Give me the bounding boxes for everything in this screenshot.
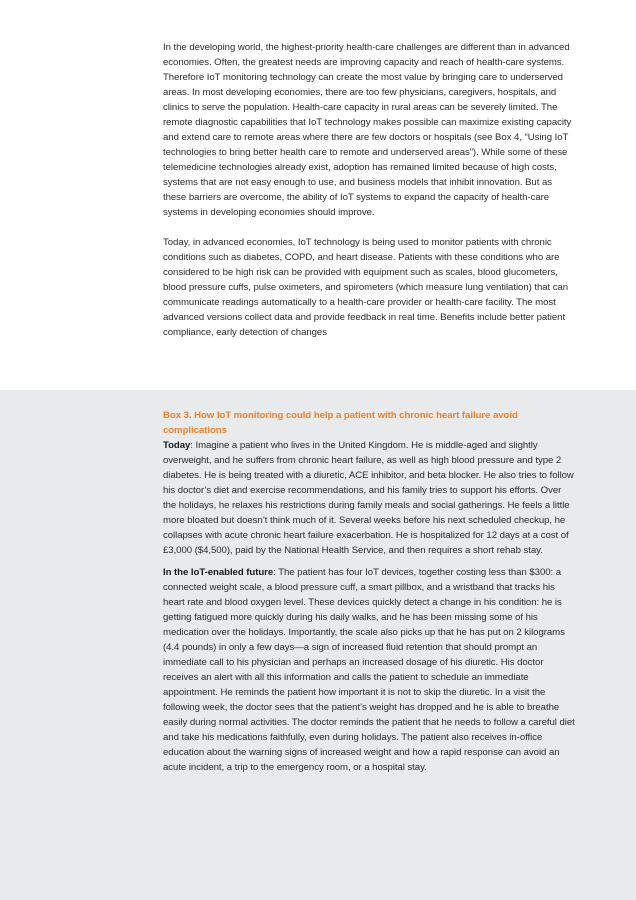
paragraph-developing-world: In the developing world, the highest-priority health-care challenges are different than in advanced economies. Often, the greatest needs are improving capacity and reach of health-care systems. Therefore IoT monitoring technology can create the most value by bringing care to underserved areas. In most developing economies, there are too few physicians, caregivers, hospitals, and clinics to serve the population. Health-care capacity in rural areas can be severely limited. The remote diagnostic capabilities that IoT technology makes possible can maximize existing capacity and extend care to remote areas where there are few doctors or hospitals (see Box 4, “Using IoT technologies to bring better health care to remote and underserved areas”). While some of these telemedicine technologies already exist, adoption has remained limited because of high costs, systems that are not easy enough to use, and business models that inhibit innovation. But as these barriers are overcome, the ability of IoT systems to expand the capacity of health-care systems in developing economies should improve.	[163, 42, 572, 218]
today-label: Today	[163, 440, 191, 451]
box-content	[163, 408, 575, 782]
box-title: Box 3. How IoT monitoring could help a patient with chronic heart failure avoid complications	[163, 410, 518, 436]
future-text: : The patient has four IoT devices, together costing less than $300: a connected weight scale, a blood pressure cuff, a smart pillbox, and a wristband that tracks his heart rate and blood oxygen level. These devices quickly detect a change in his condition: he is getting fatigued more quickly during his daily walks, and he has been missing some of his medication over the holidays. Importantly, the scale also picks up that he has put on 2 kilograms (4.4 pounds) in only a few days—a sign of increased fluid retention that should prompt an immediate call to his physician and perhaps an increased dosage of his diuretic. His doctor receives an alert with all this information and calls the patient to schedule an immediate appointment. He reminds the patient how important it is not to skip the diuretic. In a visit the following week, the doctor sees that the patient’s weight has dropped and he is able to breathe easily during normal activities. The doctor reminds the patient that he needs to follow a careful diet and take his medications faithfully, even during holidays. The patient also receives in-office education about the warning signs of increased weight and how a rapid response can avoid an acute incident, a trip to the emergency room, or a hospital stay.	[163, 567, 575, 773]
sidebar-box	[0, 390, 636, 900]
body-text	[163, 40, 575, 355]
box-paragraph-today	[163, 438, 575, 558]
today-text: : Imagine a patient who lives in the United Kingdom. He is middle-aged and slightly overweight, and he suffers from chronic heart failure, as well as high blood pressure and type 2 diabetes. He is being treated with a diuretic, ACE inhibitor, and beta blocker. He also tries to follow his doctor’s diet and exercise recommendations, and his family tries to support his efforts. Over the holidays, he relaxes his restrictions during family meals and social gatherings. He feels a little more bloated but doesn’t think much of it. Several weeks before his next scheduled checkup, he collapses with acute chronic heart failure exacerbation. He is hospitalized for 12 days at a cost of £3,000 ($4,500), paid by the National Health Service, and then requires a short rehab stay.	[163, 440, 574, 556]
paragraph-advanced-economies: Today, in advanced economies, IoT technology is being used to monitor patients with chronic conditions such as diabetes, COPD, and heart disease. Patients with these conditions who are considered to be high risk can be provided with equipment such as scales, blood glucometers, blood pressure cuffs, pulse oximeters, and spirometers (which measure lung ventilation) that can communicate readings automatically to a health-care provider or health-care facility. The most advanced versions collect data and provide feedback in real time. Benefits include better patient compliance, early detection of changes	[163, 237, 569, 338]
box-paragraph-future	[163, 565, 575, 775]
future-label: In the IoT-enabled future	[163, 567, 274, 578]
